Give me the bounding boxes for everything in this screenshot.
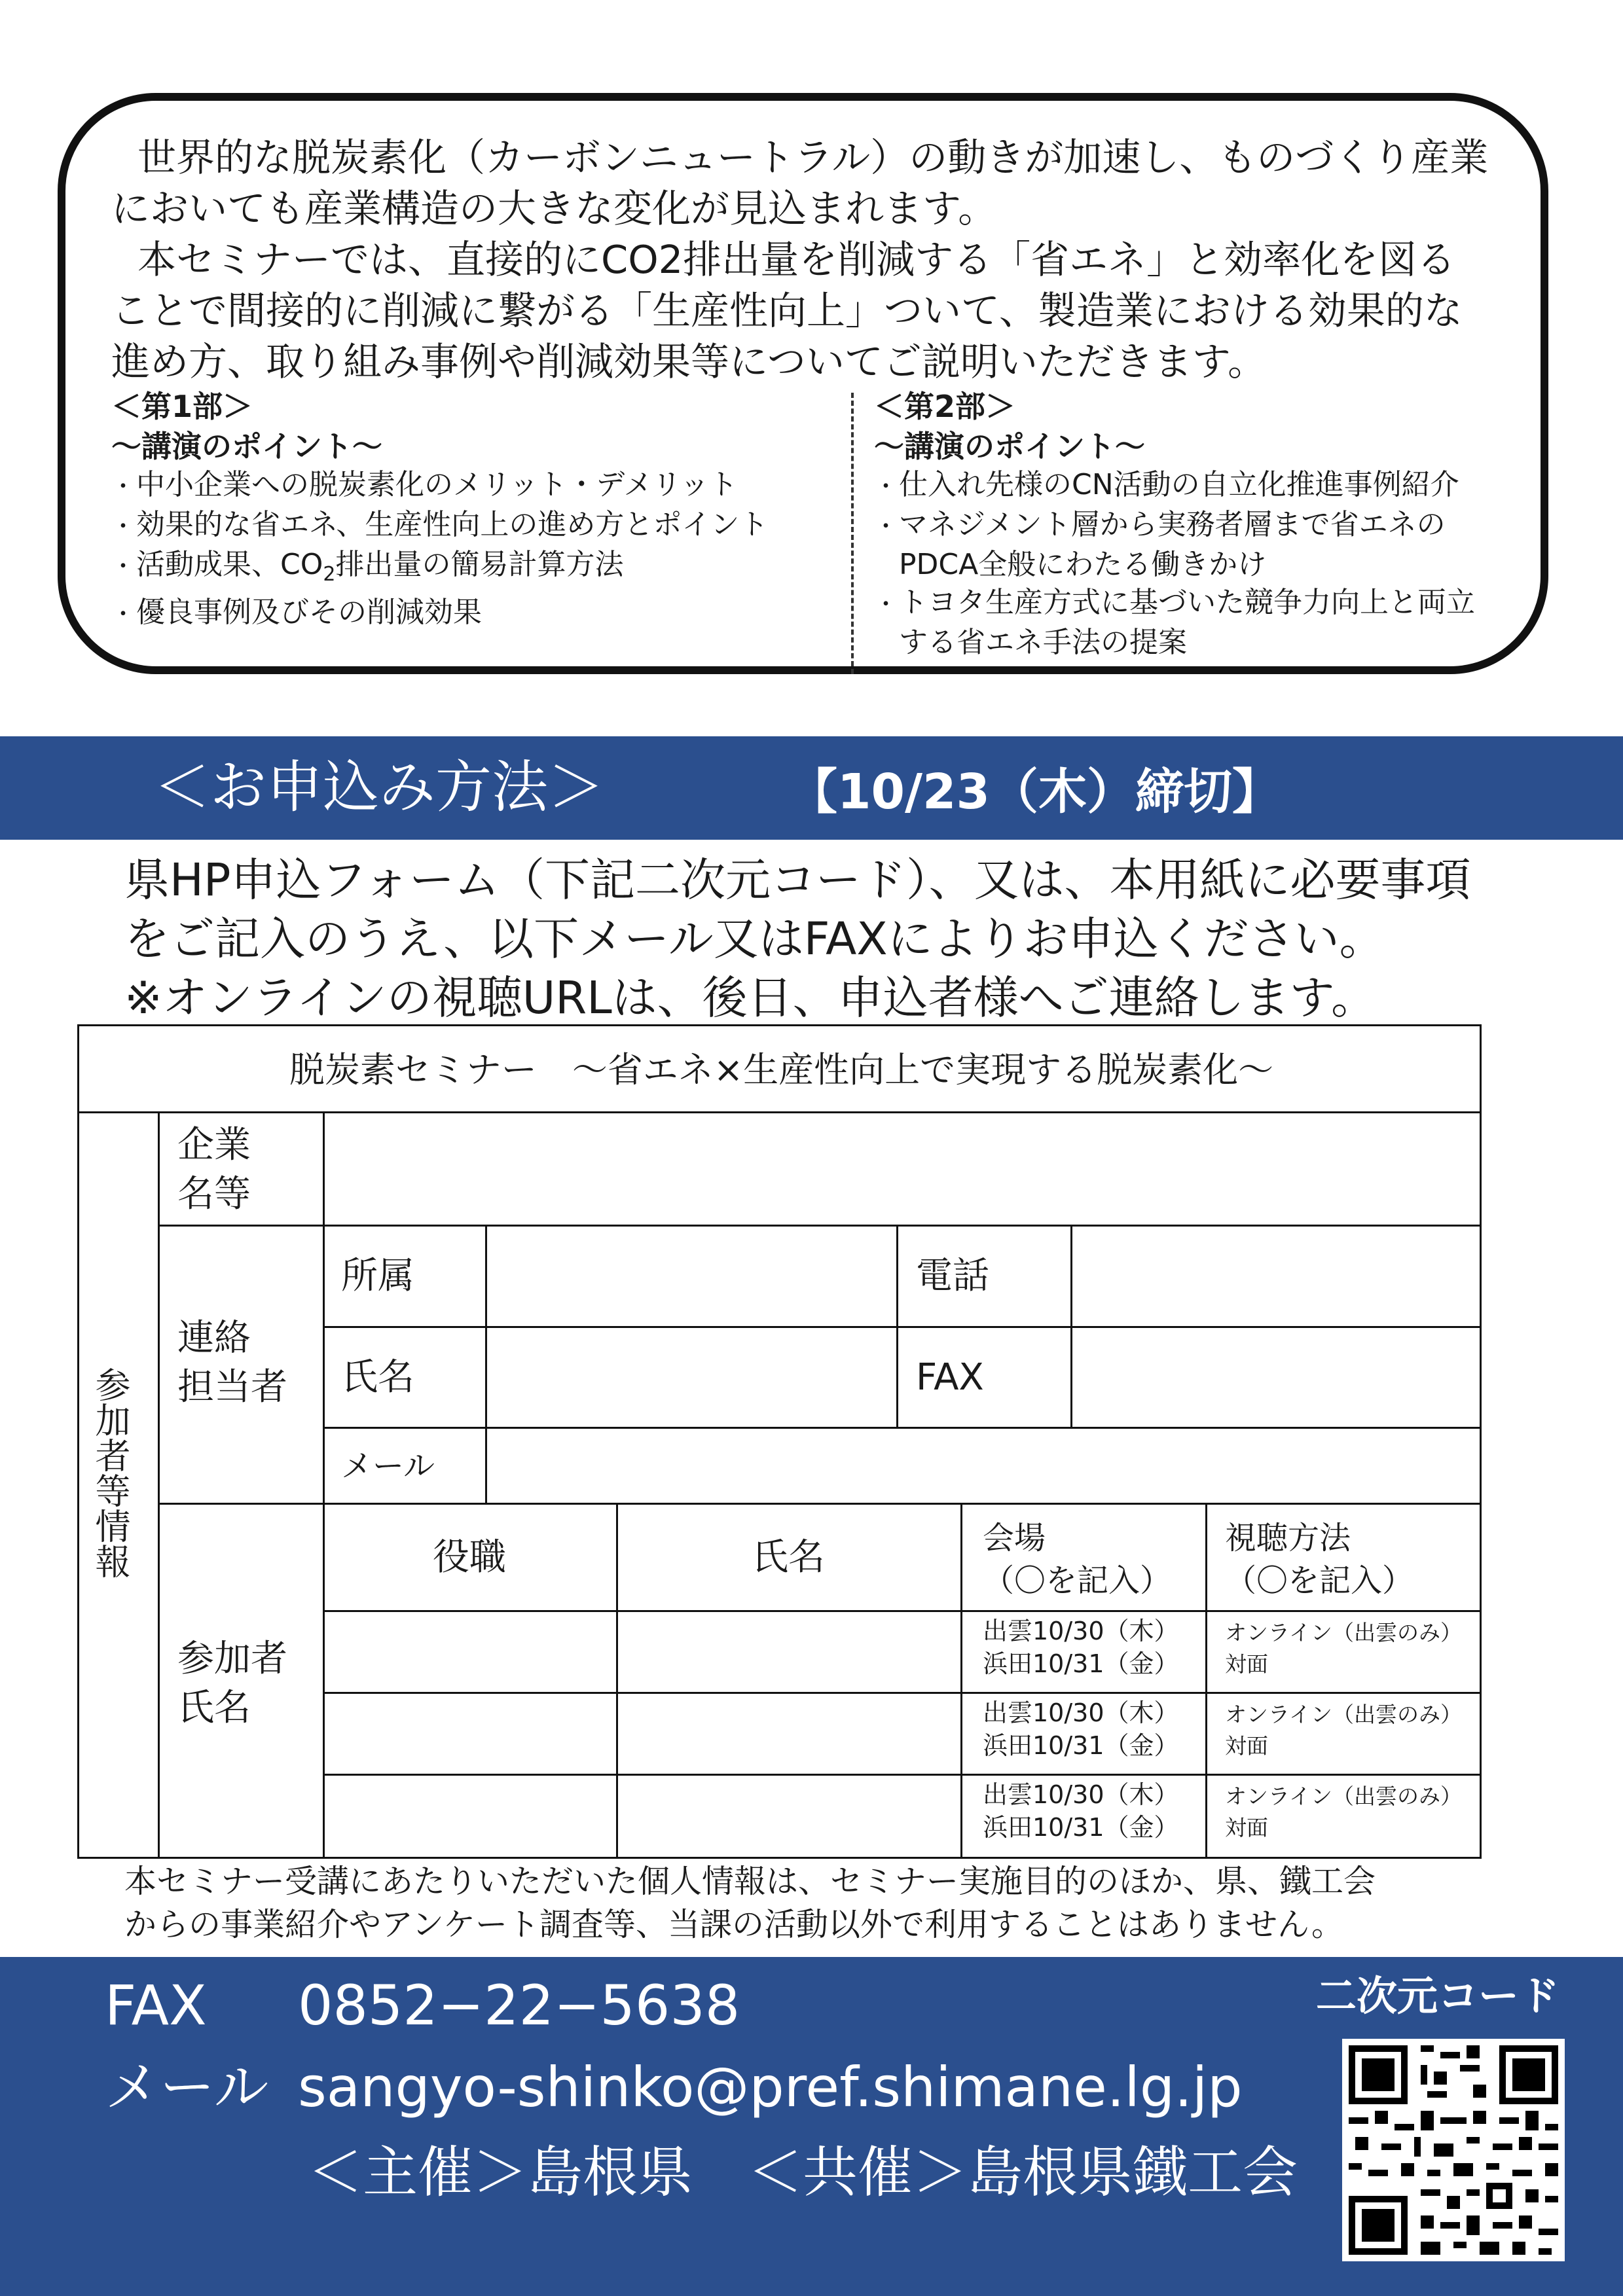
- col-name-header: 氏名: [752, 1536, 825, 1579]
- venue-option[interactable]: 浜田10/31（金）: [983, 1649, 1179, 1678]
- dept-field[interactable]: [492, 1229, 891, 1321]
- part1-item: ・中小企業への脱炭素化のメリット・デメリット: [111, 468, 738, 501]
- participants-label: 参加者: [177, 1638, 287, 1680]
- contact-label: 担当者: [177, 1366, 287, 1408]
- intro-paragraph2-line1: 本セミナーでは、直接的にCO2排出量を削減する「省エネ」と効率化を図る: [137, 237, 1456, 282]
- participants-label: 氏名: [177, 1687, 251, 1729]
- qr-label: 二次元コード: [1316, 1972, 1560, 2020]
- form-rule: [323, 1610, 1482, 1612]
- participant-position-field[interactable]: [328, 1615, 611, 1687]
- contact-name-field[interactable]: [492, 1331, 891, 1422]
- apply-line1: 県HP申込フォーム（下記二次元コード）、又は、本用紙に必要事項: [124, 854, 1471, 906]
- venue-option[interactable]: 浜田10/31（金）: [983, 1731, 1179, 1760]
- mail-label: メール: [341, 1448, 435, 1484]
- form-rule: [158, 1503, 1482, 1505]
- form-rule: [158, 1111, 160, 1859]
- fax-field[interactable]: [1077, 1331, 1476, 1422]
- col-method-header: （〇を記入）: [1225, 1562, 1414, 1599]
- apply-line2: をご記入のうえ、以下メール又はFAXによりお申込ください。: [124, 913, 1385, 965]
- form-rule: [158, 1225, 1482, 1227]
- dept-label: 所属: [341, 1255, 414, 1297]
- company-label: 企業: [177, 1124, 251, 1166]
- form-rule: [79, 1111, 1482, 1113]
- privacy-line: 本セミナー受講にあたりいただいた個人情報は、セミナー実施目的のほか、県、鐵工会: [124, 1863, 1376, 1900]
- phone-field[interactable]: [1077, 1229, 1476, 1321]
- organizer-line: ＜主催＞島根県 ＜共催＞島根県鐵工会: [308, 2140, 1298, 2204]
- apply-title: ＜お申込み方法＞: [154, 755, 604, 820]
- method-option[interactable]: 対面: [1225, 1815, 1268, 1840]
- fax-label: FAX: [916, 1356, 984, 1399]
- contact-label: 連絡: [177, 1317, 251, 1359]
- intro-paragraph1-line1: 世界的な脱炭素化（カーボンニュートラル）の動きが加速し、ものづくり産業: [137, 135, 1489, 180]
- method-option[interactable]: 対面: [1225, 1733, 1268, 1759]
- phone-label: 電話: [916, 1255, 989, 1297]
- form-rule: [323, 1774, 1482, 1776]
- form-rule: [960, 1503, 962, 1859]
- form-rule: [1070, 1225, 1072, 1427]
- part1-item: ・効果的な省エネ、生産性向上の進め方とポイント: [111, 508, 769, 541]
- intro-paragraph2-line3: 進め方、取り組み事例や削減効果等についてご説明いただきます。: [111, 339, 1267, 384]
- form-rule: [323, 1427, 1482, 1429]
- contact-name-label: 氏名: [341, 1356, 414, 1399]
- part2-item: ・マネジメント層から実務者層まで省エネの: [874, 508, 1446, 541]
- venue-option[interactable]: 浜田10/31（金）: [983, 1813, 1179, 1842]
- col-venue-header: 会場: [983, 1520, 1046, 1556]
- part1-item: ・優良事例及びその削減効果: [111, 595, 482, 629]
- venue-option[interactable]: 出雲10/30（木）: [983, 1698, 1179, 1727]
- contact-mail-label: メール: [105, 2055, 269, 2119]
- contact-fax-label: FAX: [105, 1973, 207, 2037]
- method-option[interactable]: オンライン（出雲のみ）: [1225, 1702, 1463, 1727]
- col-position-header: 役職: [433, 1536, 506, 1579]
- form-rule: [323, 1111, 325, 1859]
- intro-paragraph1-line2: においても産業構造の大きな変化が見込まれます。: [111, 186, 997, 231]
- form-rule: [1205, 1503, 1207, 1859]
- method-option[interactable]: オンライン（出雲のみ）: [1225, 1784, 1463, 1809]
- form-title: 脱炭素セミナー 〜省エネ×生産性向上で実現する脱炭素化〜: [289, 1049, 1274, 1090]
- part2-item-continuation: PDCA全般にわたる働きかけ: [899, 548, 1267, 581]
- company-name-field[interactable]: [328, 1118, 1474, 1219]
- participant-position-field[interactable]: [328, 1697, 611, 1769]
- participant-position-field[interactable]: [328, 1779, 611, 1851]
- participant-name-field[interactable]: [621, 1615, 955, 1687]
- method-option[interactable]: 対面: [1225, 1651, 1268, 1677]
- form-rule: [323, 1326, 1482, 1328]
- venue-option[interactable]: 出雲10/30（木）: [983, 1617, 1179, 1645]
- venue-option[interactable]: 出雲10/30（木）: [983, 1780, 1179, 1809]
- col-method-header: 視聴方法: [1225, 1520, 1351, 1556]
- col-venue-header: （〇を記入）: [983, 1562, 1172, 1599]
- part2-title: ＜第2部＞: [874, 389, 1016, 424]
- privacy-notice: [124, 1860, 1532, 1946]
- contact-fax-number: 0852−22−5638: [298, 1973, 740, 2037]
- form-rule: [896, 1225, 898, 1427]
- participant-info-label: 参加者等情報: [90, 1367, 131, 1579]
- company-label: 名等: [177, 1173, 251, 1215]
- method-option[interactable]: オンライン（出雲のみ）: [1225, 1620, 1463, 1645]
- qr-code-graphic: [1342, 2039, 1565, 2261]
- contact-mail-address[interactable]: sangyo-shinko@pref.shimane.lg.jp: [298, 2055, 1243, 2119]
- part2-item-continuation: する省エネ手法の提案: [899, 626, 1187, 659]
- part1-subtitle: 〜講演のポイント〜: [111, 429, 382, 464]
- mail-field[interactable]: [492, 1432, 1474, 1498]
- form-rule: [485, 1225, 487, 1503]
- apply-deadline: 【10/23（木）締切】: [789, 764, 1281, 820]
- part1-title: ＜第1部＞: [111, 389, 253, 424]
- part1-item: ・活動成果、$CO_2$排出量の簡易計算方法: [111, 548, 624, 586]
- part2-item: ・仕入れ先様のCN活動の自立化推進事例紹介: [874, 468, 1459, 501]
- intro-paragraph2-line2: ことで間接的に削減に繋がる「生産性向上」ついて、製造業における効果的な: [111, 288, 1463, 333]
- part2-subtitle: 〜講演のポイント〜: [874, 429, 1145, 464]
- part1-section: [111, 386, 768, 634]
- apply-line3: ※オンラインの視聴URLは、後日、申込者様へご連絡します。: [124, 972, 1377, 1024]
- participant-name-field[interactable]: [621, 1779, 955, 1851]
- qr-code-icon[interactable]: [1342, 2039, 1565, 2261]
- part2-section: [874, 386, 1475, 662]
- part-divider: [851, 393, 854, 674]
- privacy-line: からの事業紹介やアンケート調査等、当課の活動以外で利用することはありません。: [124, 1906, 1344, 1943]
- application-form: [77, 1024, 1482, 1859]
- part2-item: ・トヨタ生産方式に基づいた競争力向上と両立: [874, 586, 1475, 619]
- form-rule: [323, 1692, 1482, 1694]
- participant-name-field[interactable]: [621, 1697, 955, 1769]
